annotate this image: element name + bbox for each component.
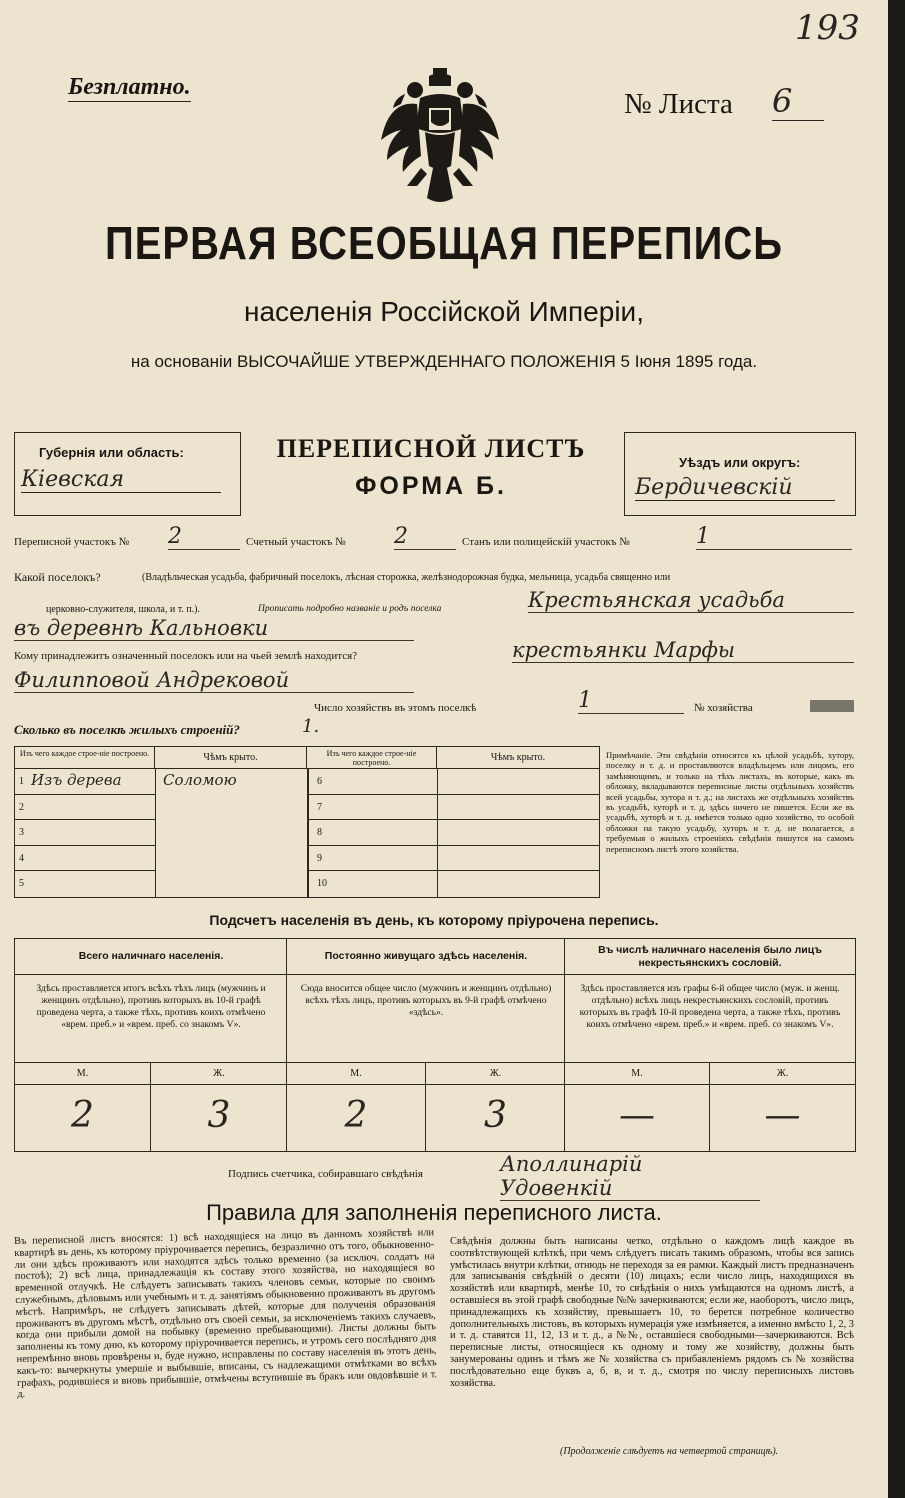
female-count: 3 [484,1095,507,1136]
female-count: 3 [207,1095,231,1136]
building-row [15,820,155,846]
building-material: Изъ дерева [31,771,122,789]
signature-label: Подпись счетчика, собиравшаго свѣдѣнія [228,1168,423,1180]
building-row-number: 7 [317,801,322,813]
building-row [15,871,155,897]
male-count: 2 [287,1085,426,1151]
building-roof: Соломою [163,771,237,789]
buildings-note: Примѣчаніе. Эти свѣдѣнія относятся къ цѣлой усадьбѣ, хутору, поселку и т. д. и проставляются владѣльцемъ или лицомъ, его замѣняющимъ, и только на тѣхъ листахъ, въ которые, какъ въ обложку, вкладываются переписные листы отдѣльныхъ хозяйствъ всей усадьбы, хутора и т. д.; на листахъ же отдѣльныхъ хозяйствъ въ усадьбѣ, хуторѣ и т. д. здѣсь ничего не пишется. Если же въ усадьбѣ, хуторѣ и т. д. имѣется только одно хозяйство, то особой обложки на такую усадьбу, хуторъ и т. д. не полагается, а требуемыя о жилыхъ строеніяхъ свѣдѣнія пишутся на самомъ переписномъ листѣ этого хозяйства. [606,750,854,854]
owner-value-1: крестьянки Марфы [512,638,854,663]
census-area-value: 2 [168,524,240,550]
rules-left-column: Въ переписной листъ вносятся: 1) всѣ находящіеся на лицо въ данномъ хозяйствѣ или квартирѣ въ день, къ которому пріурочивается перепись, безразлично отъ того, обыкновенно-ли они здѣсь проживаютъ или находятся здѣсь только временно (за исключ. солдатъ на постоѣ); 2) всѣ лица, принадлежащія къ составу этого хозяйства, но находящіеся во временной отлучкѣ. Не слѣдуетъ записывать такихъ членовъ семьи, которые по своимъ служебнымъ, дѣловымъ или учебнымъ и т. д. занятіямъ обыкновенно проживаютъ въ другомъ мѣстѣ. Напримѣръ, не слѣдуетъ записывать дѣтей, которые для полученія образованія проживаютъ въ другомъ мѣстѣ, отдѣльно отъ своей семьи, за исключеніемъ такихъ случаевъ, когда они прибыли домой на побывку (временно пребывающими). Листы должны быть заполнены къ тому дню, къ которому пріурочивается перепись, и утромъ сего послѣдняго дня непремѣнно вновь провѣрены и, буде нужно, исправлены по составу населенія въ этотъ день, какъ-то: вычеркнуты умершіе и выбывшіе, вписаны, съ надлежащими отмѣтками во всѣхъ графахъ, родившіеся и вновь прибывшіе, отмѣчены вступившіе въ бракъ или овдовѣвшіе и т. д. [14,1227,438,1401]
population-column-description: Здѣсь проставляется итогъ всѣхъ тѣхъ лицъ (мужчинъ и женщинъ отдѣльно), противъ которыхъ въ 10-й графѣ проведена черта, а также тѣхъ, противъ коихъ отмѣчено «врем. преб.» и «врем. преб. со знакомъ V». [15,975,287,1063]
settlement-instruction: Прописать подробно названіе и родъ поселка [258,604,442,614]
male-label: М. [287,1063,426,1085]
settlement-value-1: Крестьянская усадьба [528,588,854,613]
census-area-label: Переписной участокъ № [14,536,130,548]
rules-title: Правила для заполненія переписного листа. [206,1200,662,1225]
buildings-header-material-left: Изъ чего каждое строе-ніе построено. [15,747,155,769]
population-column-description: Сюда вносится общее число (мужчинъ и женщинъ отдѣльно) всѣхъ тѣхъ лицъ, противъ которыхъ въ 9-й графѣ отмѣчено «здѣсь». [287,975,565,1063]
household-number-label: № хозяйства [694,702,753,714]
building-row [307,820,599,846]
page-basis: на основаніи ВЫСОЧАЙШЕ УТВЕРЖДЕННАГО ПОЛОЖЕНІЯ 5 Іюня 1895 года. [130,352,758,371]
building-row-number: 3 [19,827,24,839]
building-row [15,846,155,872]
building-row-number: 5 [19,878,24,890]
male-label: М. [565,1063,710,1085]
buildings-divider [437,769,438,897]
rules-continued: (Продолженіе слѣдуетъ на четвертой страницѣ). [560,1446,779,1457]
signature-value: Аполлинарій Удовенкій [500,1152,760,1201]
settlement-value-2: въ деревнѣ Кальновки [14,616,414,641]
female-label: Ж. [426,1063,565,1085]
settlement-question: Какой поселокъ? [14,570,101,584]
population-column-description: Здѣсь проставляется изъ графы 6-й общее число (муж. и женщ. отдѣльно) всѣхъ лицъ некрестьянскихъ сословій, противъ которыхъ въ графѣ 10-й проведена черта, а также тѣхъ, противъ коихъ отмѣчено «врем. преб.» и «врем. преб. со знакомъ V». [565,975,855,1063]
population-column [287,939,565,1151]
building-row-number: 9 [317,852,322,864]
building-row [307,871,599,897]
male-count: 2 [15,1085,151,1151]
buildings-divider [155,769,156,897]
female-label: Ж. [151,1063,287,1085]
count-title: Подсчетъ населенія въ день, къ которому пріурочена перепись. [209,912,659,928]
building-row-number: 4 [19,852,24,864]
district-label: Уѣздъ или округъ: [679,455,801,470]
population-column-header: Постоянно живущаго здѣсь населенія. [287,939,565,975]
building-row [307,795,599,821]
page-title: ПЕРВАЯ ВСЕОБЩАЯ ПЕРЕПИСЬ [105,218,783,270]
owner-value-2: Филипповой Андрековой [14,668,414,693]
households-value: 1 [578,688,684,714]
population-column-header: Всего наличнаго населенія. [15,939,287,975]
rules-right-column: Свѣдѣнія должны быть написаны четко, отдѣльно о каждомъ лицѣ каждое въ соотвѣтствующей клѣткѣ, при чемъ слѣдуетъ писать такимъ образомъ, чтобы вся запись умѣстилась внутри клѣтки, отнюдь не переходя за ея рамки. Каждый листъ предназначенъ для записыванія свѣдѣній о десяти (10) лицахъ; если число лицъ, находящихся въ хозяйствѣ или квартирѣ, менѣе 10, то свѣдѣнія о нихъ умѣщаются на одномъ листѣ, а оставшіеся въ этой графѣ свободные №№ зачеркиваются; если же, наоборотъ, число лицъ, принадлежащихъ къ хозяйству, превышаетъ 10, то берется потребное количество дополнительныхъ листовъ, въ которыхъ нумерація уже измѣняется, а именно вмѣсто 1, 2, 3 и т. д. ставятся 11, 12, 13 и т. д., а №№, оставшіеся свободными—зачеркиваются. Всѣ переписные листы, относящіеся къ одному и тому же хозяйству, должны быть занумерованы одинъ и тѣмъ же № хозяйства съ прибавленіемъ рядомъ съ № хозяйства послѣдовательно еще буквъ а, б, в, и т. д., смотря по числу переписныхъ листовъ хозяйства. [450,1236,854,1389]
building-row [307,769,599,795]
population-column-header: Въ числѣ наличнаго населенія было лицъ некрестьянскихъ сословій. [565,939,855,975]
buildings-table [14,746,600,898]
owner-label: Кому принадлежитъ означенный поселокъ или на чьей землѣ находится? [14,650,358,662]
district-value: Бердичевскій [635,475,835,501]
buildings-header-material-right: Изъ чего каждое строе-ніе построено. [307,747,437,769]
population-column [565,939,855,1151]
form-name: ФОРМА Б. [355,472,507,500]
household-number-crossed [810,700,854,712]
population-column [15,939,287,1151]
building-row-number: 10 [317,878,327,890]
households-label: Число хозяйствъ въ этомъ поселкѣ [314,702,477,714]
page-subtitle: населенія Россійской Имперіи, [244,296,644,327]
free-label: Безплатно. [68,74,191,100]
male-label: М. [15,1063,151,1085]
building-row [307,846,599,872]
settlement-hint-2: церковно-служителя, школа, и т. п.). [46,604,200,615]
building-row-number: 1 [19,776,24,787]
building-row [15,795,155,821]
building-row-number: 2 [19,801,24,813]
buildings-header-roof-right: Чѣмъ крыто. [437,747,599,769]
count-area-label: Счетный участокъ № [246,536,346,548]
province-label: Губернія или область: [39,445,184,460]
buildings-divider [307,769,309,897]
population-table [14,938,856,1152]
buildings-value: 1. [302,716,320,737]
province-value: Кіевская [21,467,221,493]
archive-page-number: 193 [795,8,860,48]
sheet-number-label: № Листа [624,88,733,120]
stan-label: Станъ или полицейскій участокъ № [462,536,630,548]
female-count: — [764,1095,801,1136]
male-count: — [565,1085,710,1151]
form-title: ПЕРЕПИСНОЙ ЛИСТЪ [276,434,586,463]
province-box [14,432,241,516]
count-area-value: 2 [394,524,456,550]
district-box [624,432,856,516]
building-row-number: 6 [317,776,322,787]
settlement-hint: (Владѣльческая усадьба, фабричный поселокъ, лѣсная сторожка, желѣзнодорожная будка, мельница, усадьба священно или [142,572,671,583]
female-label: Ж. [710,1063,855,1085]
buildings-header-roof-left: Чѣмъ крыто. [155,747,307,769]
building-row-number: 8 [317,827,322,839]
stan-value: 1 [696,524,852,550]
buildings-label: Сколько въ поселкѣ жилыхъ строеній? [14,722,240,737]
sheet-number-value: 6 [772,82,824,121]
imperial-eagle-emblem [375,64,505,214]
